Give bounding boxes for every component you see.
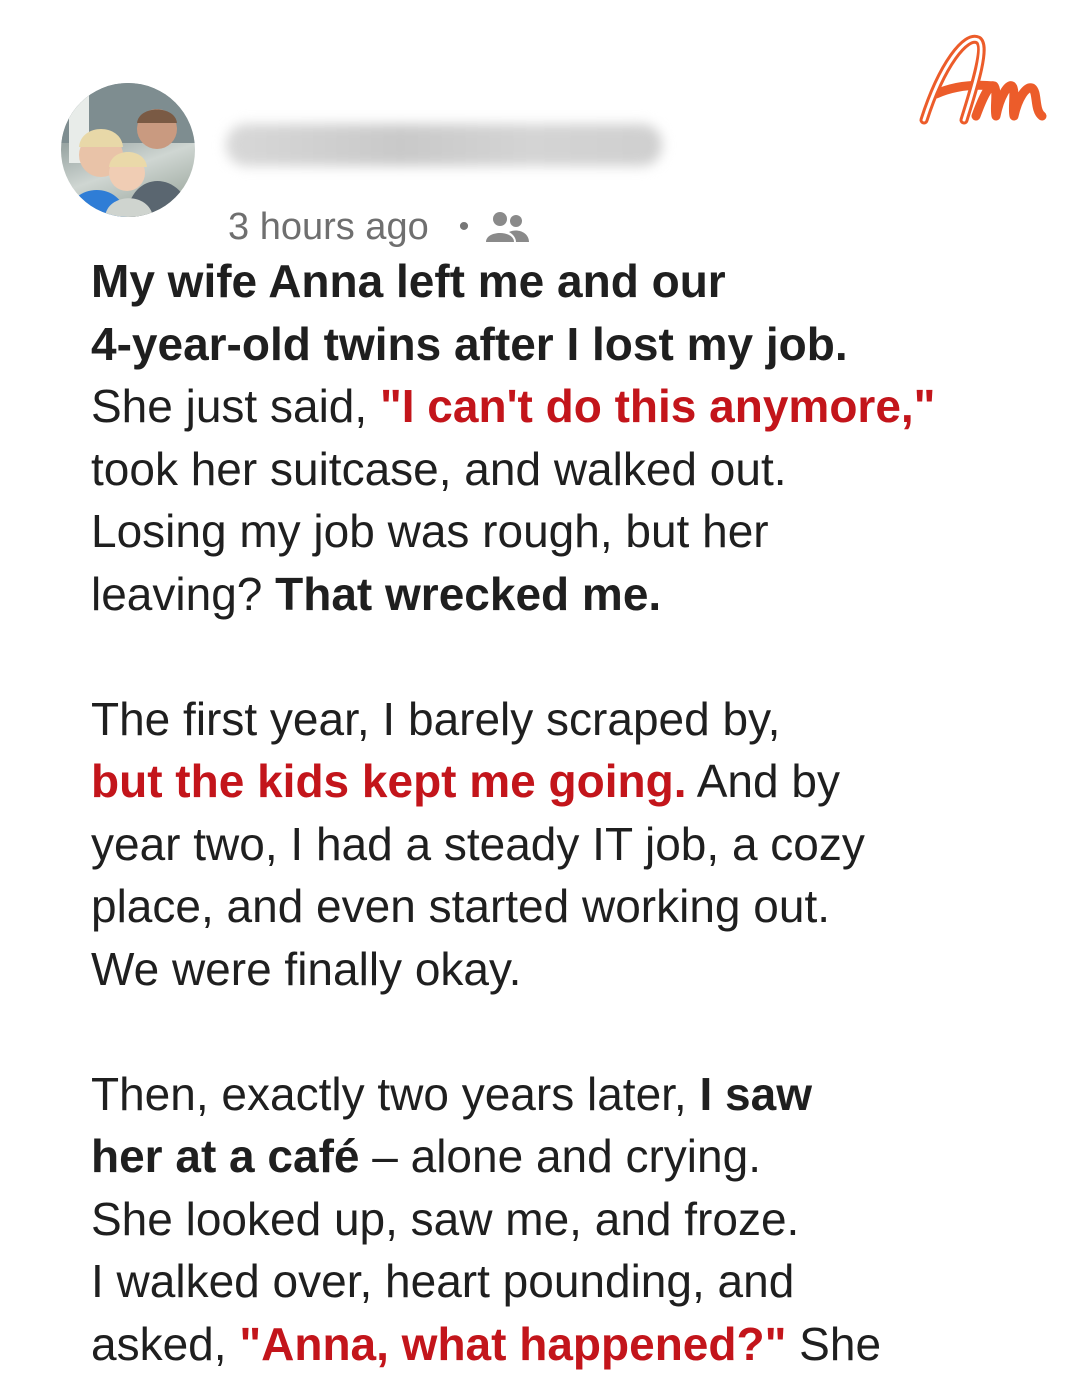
avatar[interactable] [61,83,195,217]
post-time[interactable]: 3 hours ago [228,206,429,249]
line: She just said, [91,380,380,432]
line: took her suitcase, and walked out. [91,443,787,495]
post-meta [228,204,531,250]
highlight-phrase: but the kids kept me going. [91,755,686,807]
bold-phrase: I saw [700,1068,813,1120]
line: I walked over, heart pounding, and [91,1255,794,1307]
brand-logo-icon [914,24,1056,134]
line: My wife Anna left me and our [91,255,726,307]
line: asked, [91,1318,239,1370]
paragraph-2 [91,688,1061,1001]
line: 4-year-old twins after I lost my job. [91,318,848,370]
line: Losing my job was rough, but her [91,505,769,557]
line: She [786,1318,881,1370]
meta-separator: • [459,210,470,244]
line: And by [686,755,839,807]
line: She looked up, saw me, and froze. [91,1193,799,1245]
line: We were finally okay. [91,943,521,995]
quote-highlight: "I can't do this anymore," [380,380,936,432]
line: Then, exactly two years later, [91,1068,700,1120]
line: leaving? [91,568,275,620]
paragraph-1 [91,250,1061,625]
post-body [91,250,1061,1375]
line: The first year, I barely scraped by, [91,693,780,745]
line: place, and even started working out. [91,880,830,932]
people-icon[interactable] [483,208,531,246]
quote-highlight: "Anna, what happened?" [239,1318,786,1370]
username-redacted[interactable] [226,124,662,166]
bold-phrase: her at a café [91,1130,359,1182]
bold-phrase: That wrecked me. [275,568,661,620]
profile-photo-icon [61,83,195,217]
line: – alone and crying. [359,1130,761,1182]
line: year two, I had a steady IT job, a cozy [91,818,865,870]
paragraph-3 [91,1063,1061,1375]
